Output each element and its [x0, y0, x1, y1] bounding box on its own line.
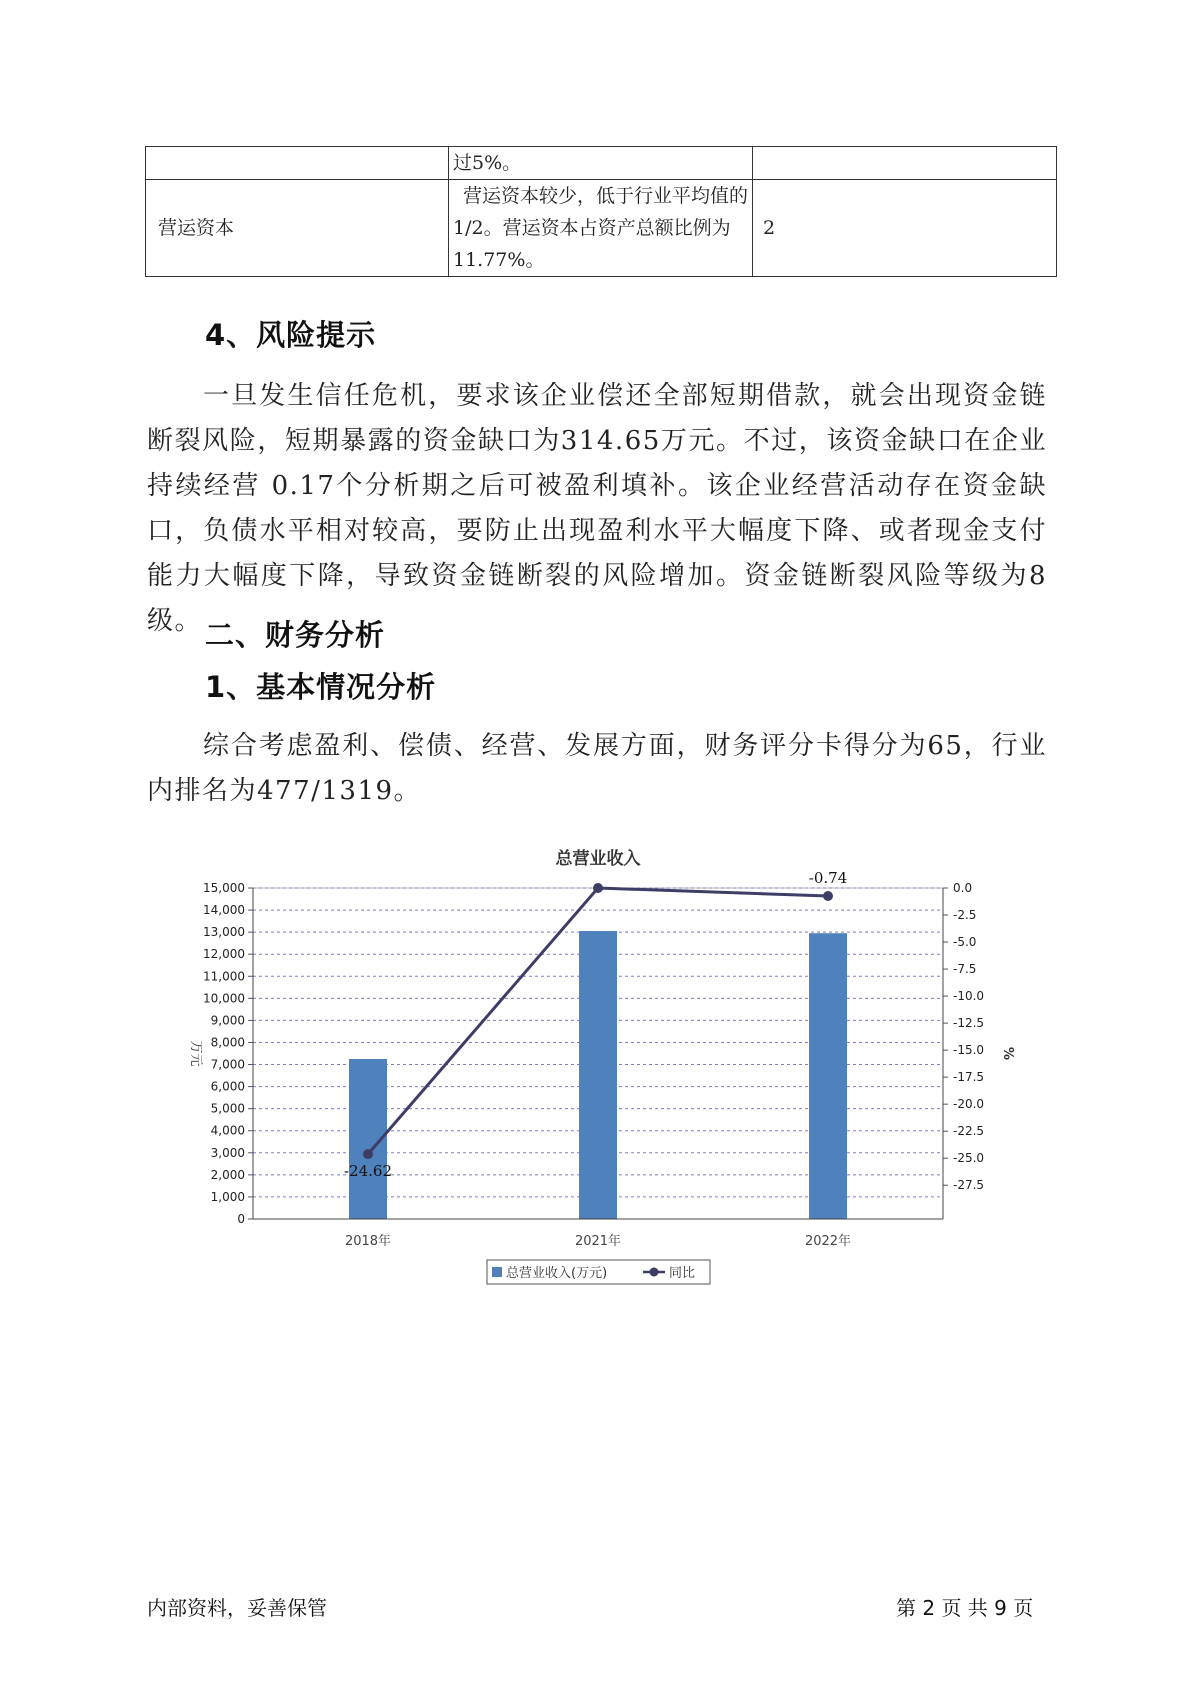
x-tick-label: 2022年: [804, 1234, 852, 1249]
yoy-point: [593, 883, 603, 893]
y2-axis-title: %: [1000, 1046, 1015, 1061]
yoy-point: [823, 891, 833, 901]
y2-tick-label: -27.5: [953, 1178, 985, 1193]
bar: [809, 933, 847, 1219]
y2-tick-label: -25.0: [953, 1151, 985, 1166]
y2-tick-label: -22.5: [953, 1124, 985, 1139]
y-tick-label: 6,000: [210, 1079, 245, 1094]
yoy-point: [363, 1149, 373, 1159]
y-tick-label: 9,000: [210, 1013, 245, 1028]
basic-heading: 1、基本情况分析: [205, 670, 437, 704]
y-tick-label: 3,000: [210, 1145, 245, 1160]
y2-tick-label: -5.0: [953, 935, 977, 950]
risk-table: [145, 146, 1057, 277]
y2-tick-label: -17.5: [953, 1070, 985, 1085]
y2-tick-label: -15.0: [953, 1043, 985, 1058]
legend-bar-swatch: [492, 1267, 502, 1277]
y-tick-label: 10,000: [203, 991, 245, 1006]
table-cell-score: 2: [753, 180, 1057, 277]
footer-confidential: 内部资料，妥善保管: [147, 1596, 327, 1620]
data-label: -24.62: [343, 1162, 393, 1181]
y-tick-label: 13,000: [203, 925, 245, 940]
y-tick-label: 14,000: [203, 903, 245, 918]
footer-page-number: 第 2 页 共 9 页: [896, 1596, 1034, 1620]
table-cell-item: 营运资本: [146, 180, 449, 277]
y-tick-label: 1,000: [210, 1189, 245, 1204]
y-axis-title: 万元: [188, 1040, 203, 1067]
y-tick-label: 7,000: [210, 1057, 245, 1072]
table-row: [146, 147, 1057, 180]
risk-paragraph: 一旦发生信任危机，要求该企业偿还全部短期借款，就会出现资金链断裂风险，短期暴露的资金缺口为314.65万元。不过，该资金缺口在企业持续经营 0.17个分析期之后可被盈利填补。该企业经营活动存在资金缺口，负债水平相对较高，要防止出现盈利水平大幅度下降、或者现金支付能力大幅度下降，导致资金链断裂的风险增加。资金链断裂风险等级为8级。: [147, 381, 1047, 636]
y2-tick-label: -20.0: [953, 1097, 985, 1112]
bar: [579, 931, 617, 1219]
y2-tick-label: -2.5: [953, 908, 977, 923]
legend-bar-label: 总营业收入(万元): [506, 1266, 608, 1281]
y-tick-label: 12,000: [203, 947, 245, 962]
y-tick-label: 11,000: [203, 969, 245, 984]
data-label: -0.74: [808, 868, 848, 887]
x-tick-label: 2021年: [574, 1234, 622, 1249]
legend-line-label: 同比: [669, 1266, 696, 1281]
table-row: [146, 180, 1057, 277]
legend-line-marker: [650, 1268, 659, 1277]
table-cell-desc: 过5%。: [449, 147, 753, 180]
y2-tick-label: -10.0: [953, 989, 985, 1004]
chart-title: 总营业收入: [555, 849, 641, 869]
y2-tick-label: 0.0: [953, 881, 973, 895]
y-tick-label: 2,000: [210, 1167, 245, 1182]
y2-tick-label: -12.5: [953, 1016, 985, 1031]
x-tick-label: 2018年: [344, 1234, 392, 1249]
y-tick-label: 5,000: [210, 1101, 245, 1116]
revenue-chart-svg: [170, 836, 1050, 1306]
y-tick-label: 15,000: [203, 881, 245, 895]
y-tick-label: 0: [237, 1212, 245, 1226]
table-cell-score: [753, 147, 1057, 180]
table-cell-desc: 营运资本较少，低于行业平均值的1/2。营运资本占资产总额比例为11.77%。: [449, 180, 753, 277]
table-cell-item: [146, 147, 449, 180]
finance-heading: 二、财务分析: [205, 618, 386, 652]
y-tick-label: 8,000: [210, 1035, 245, 1050]
y-tick-label: 4,000: [210, 1123, 245, 1138]
risk-table-container: [145, 146, 1056, 277]
risk-heading: 4、风险提示: [205, 318, 377, 352]
basic-paragraph: 综合考虑盈利、偿债、经营、发展方面，财务评分卡得分为65，行业内排名为477/1319。: [147, 731, 1047, 806]
y2-tick-label: -7.5: [953, 962, 977, 977]
revenue-chart: [170, 836, 1050, 1306]
